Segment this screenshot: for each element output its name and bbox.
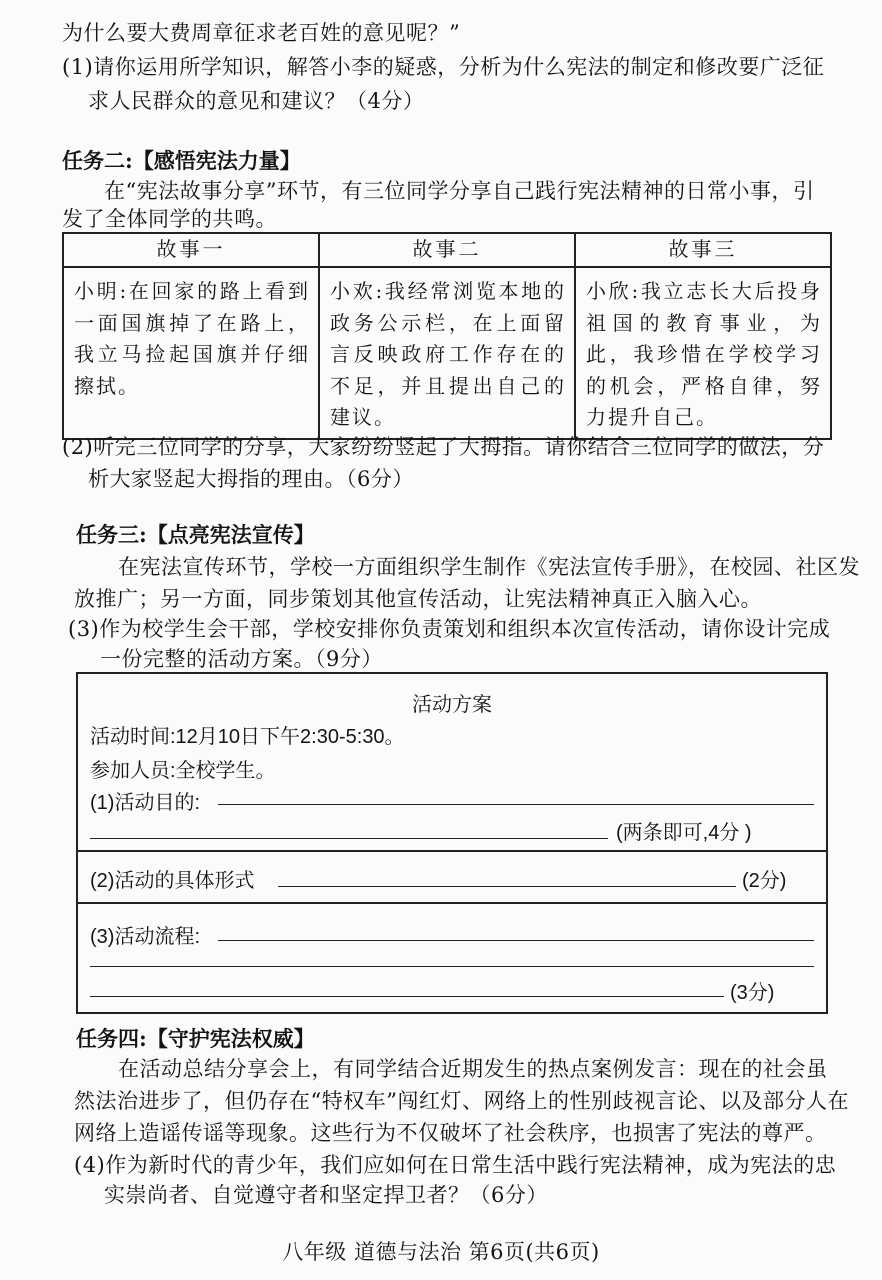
- plan-time: 活动时间:12月10日下午2:30-5:30。: [90, 726, 405, 748]
- task-4-heading: [76, 1024, 315, 1054]
- process-answer-line-2[interactable]: [90, 966, 814, 967]
- plan-title: 活动方案: [412, 694, 492, 716]
- task-4-paragraph-line-3: 网络上造谣传谣等现象。这些行为不仅破坏了社会秩序，也损害了宪法的尊严。: [74, 1121, 827, 1145]
- plan-form-label: (2)活动的具体形式: [90, 870, 255, 892]
- story-cell-2: 小欢:我经常浏览本地的政务公示栏，在上面留言反映政府工作存在的不足，并且提出自己的建议。: [319, 267, 575, 439]
- question-4-line-1: (4)作为新时代的青少年，我们应如何在日常生活中践行宪法精神，成为宪法的忠: [74, 1153, 837, 1177]
- task-4-prefix: 任务四:: [76, 1026, 147, 1051]
- question-1-line-1: (1)请你运用所学知识，解答小李的疑惑，分析为什么宪法的制定和修改要广泛征: [62, 55, 825, 79]
- question-1-line-2: 求人民群众的意见和建议？（4分）: [88, 89, 425, 113]
- process-answer-line-1[interactable]: [218, 940, 814, 941]
- task-3-paragraph-line-2: 放推广；另一方面，同步策划其他宣传活动，让宪法精神真正入脑入心。: [74, 587, 762, 611]
- plan-purpose-label: (1)活动目的:: [90, 792, 200, 814]
- plan-process-score: (3分): [730, 982, 775, 1004]
- plan-divider-1: [78, 850, 826, 852]
- process-answer-line-3[interactable]: [90, 996, 724, 997]
- purpose-answer-line-2[interactable]: [90, 838, 608, 839]
- plan-divider-2: [78, 902, 826, 904]
- question-3-line-2: 一份完整的活动方案。（9分）: [100, 647, 383, 671]
- plan-form-score: (2分): [742, 870, 787, 892]
- task-2-paragraph-line-2: 发了全体同学的共鸣。: [62, 207, 277, 231]
- task-2-heading: [62, 146, 301, 176]
- plan-purpose-score: (两条即可,4分 ): [616, 822, 752, 844]
- activity-plan-box: [76, 672, 828, 1014]
- task-4-title: 【守护宪法权威】: [146, 1026, 315, 1051]
- page-footer: 八年级 道德与法治 第6页(共6页): [282, 1240, 600, 1264]
- task-3-heading: [76, 520, 315, 550]
- task-3-title: 【点亮宪法宣传】: [146, 522, 315, 547]
- story-header-2: 故事二: [319, 233, 575, 267]
- story-table: [62, 232, 832, 440]
- question-3-line-1: (3)作为校学生会干部，学校安排你负责策划和组织本次宣传活动，请你设计完成: [68, 617, 831, 641]
- story-cell-3: 小欣:我立志长大后投身祖国的教育事业，为此，我珍惜在学校学习的机会，严格自律，努力提升自己。: [575, 267, 831, 439]
- task-3-prefix: 任务三:: [76, 522, 147, 547]
- plan-process-label: (3)活动流程:: [90, 926, 200, 948]
- task-2-paragraph-line-1: 在“宪法故事分享”环节，有三位同学分享自己践行宪法精神的日常小事，引: [104, 179, 815, 203]
- plan-participants: 参加人员:全校学生。: [90, 760, 276, 782]
- intro-text: 为什么要大费周章征求老百姓的意见呢？”: [62, 21, 461, 45]
- task-4-paragraph-line-2: 然法治进步了，但仍存在“特权车”闯红灯、网络上的性别歧视言论、以及部分人在: [74, 1089, 849, 1113]
- story-header-1: 故事一: [63, 233, 319, 267]
- task-3-paragraph-line-1: 在宪法宣传环节，学校一方面组织学生制作《宪法宣传手册》，在校园、社区发: [118, 555, 860, 579]
- purpose-answer-line-1[interactable]: [218, 804, 814, 805]
- story-header-3: 故事三: [575, 233, 831, 267]
- task-2-title: 【感悟宪法力量】: [132, 148, 301, 173]
- task-2-prefix: 任务二:: [62, 148, 133, 173]
- question-2-line-1: (2)听完三位同学的分享，大家纷纷竖起了大拇指。请你结合三位同学的做法，分: [62, 435, 825, 459]
- question-2-line-2: 析大家竖起大拇指的理由。（6分）: [88, 467, 414, 491]
- form-answer-line[interactable]: [278, 886, 736, 887]
- question-4-line-2: 实崇尚者、自觉遵守者和坚定捍卫者？（6分）: [104, 1183, 548, 1207]
- story-cell-1: 小明:在回家的路上看到一面国旗掉了在路上，我立马捡起国旗并仔细擦拭。: [63, 267, 319, 439]
- task-4-paragraph-line-1: 在活动总结分享会上，有同学结合近期发生的热点案例发言：现在的社会虽: [118, 1057, 828, 1081]
